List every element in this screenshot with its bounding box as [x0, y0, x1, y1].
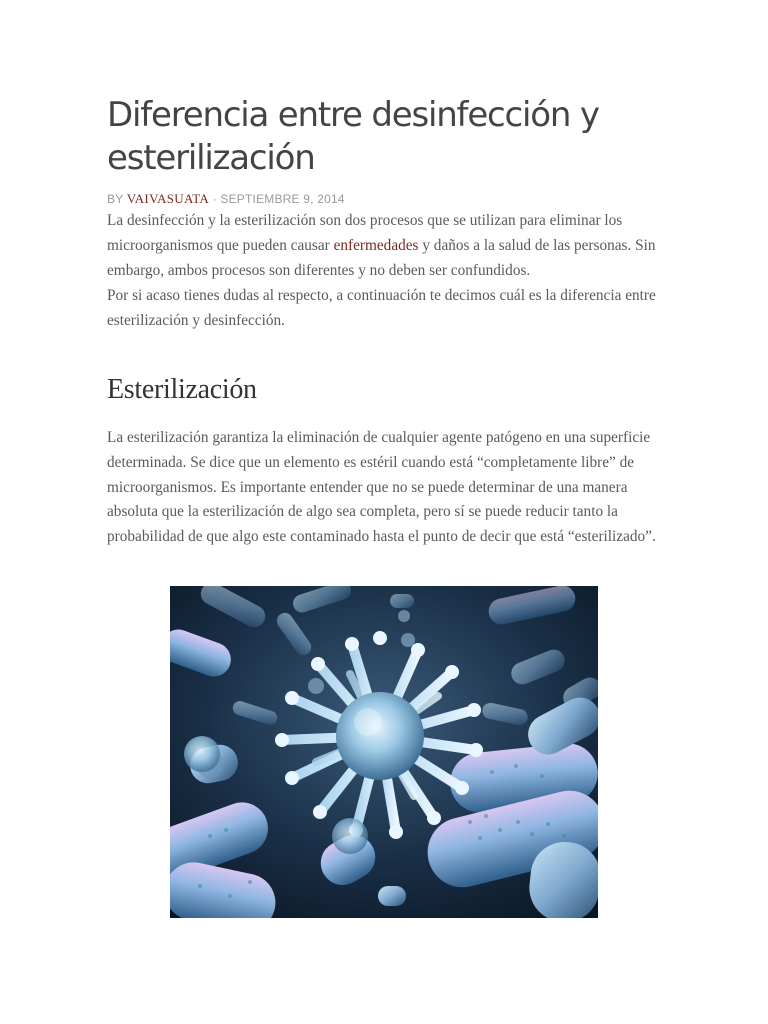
microorganisms-image	[170, 586, 598, 918]
article-intro	[107, 208, 667, 333]
intro-paragraph-1	[107, 208, 667, 283]
enfermedades-link[interactable]: enfermedades	[333, 237, 419, 254]
intro-text-1b: y daños a la salud de las personas. Sin embargo, ambos procesos son diferentes y no deben ser confundidos.	[107, 237, 656, 279]
section-heading: Esterilización	[107, 374, 257, 405]
byline-prefix: BY	[107, 192, 127, 206]
article-byline	[107, 191, 345, 207]
intro-text-1a: La desinfección y la esterilización son dos procesos que se utilizan para eliminar los microorganismos que pueden causar	[107, 212, 623, 254]
byline-separator: ·	[209, 192, 221, 206]
publish-date: SEPTIEMBRE 9, 2014	[220, 192, 345, 206]
intro-paragraph-2: Por si acaso tienes dudas al respecto, a continuación te decimos cuál es la diferencia entre esterilización y desinfección.	[107, 287, 656, 329]
section-paragraph: La esterilización garantiza la eliminación de cualquier agente patógeno en una superficie determinada. Se dice que un elemento es estéril cuando está “completamente libre” de microorganismos. Es importante entender que no se puede determinar de una manera absoluta que la esterilización de algo sea completa, pero sí se puede reducir tanto la probabilidad de que algo este contaminado hasta el punto de decir que está “esterilizado”.	[107, 429, 656, 546]
article-title: Diferencia entre desinfección y esterilización	[107, 95, 599, 178]
author-link[interactable]: VAIVASUATA	[126, 191, 210, 206]
